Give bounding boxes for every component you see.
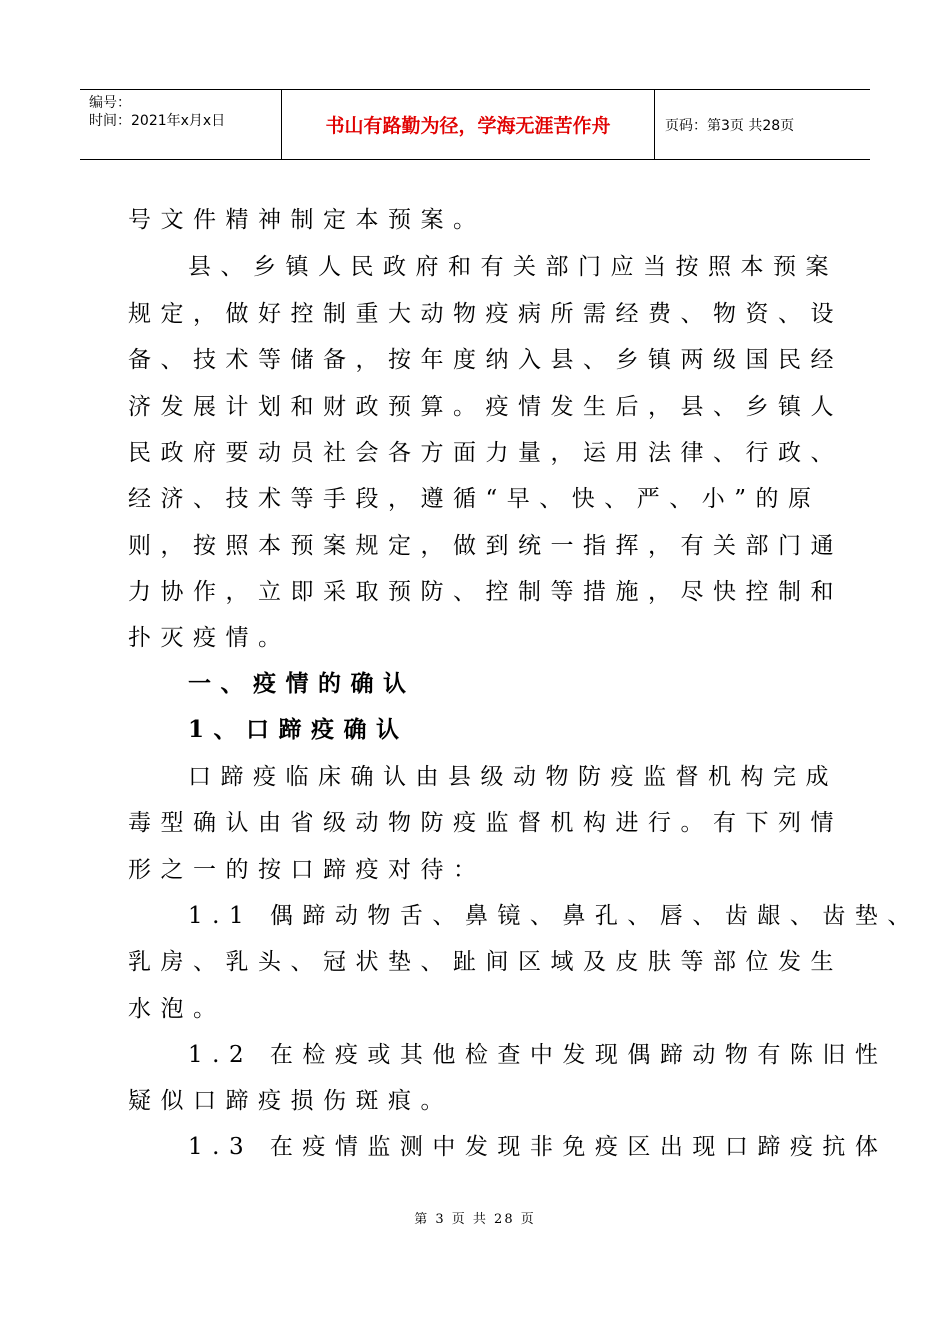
header-meta (80, 90, 282, 159)
body-line: 扑灭疫情。 (128, 625, 291, 651)
list-item: 1.1 偶蹄动物舌、鼻镜、鼻孔、唇、齿龈、齿垫、 (188, 903, 920, 929)
body-line: 济发展计划和财政预算。疫情发生后，县、乡镇人 (128, 394, 843, 420)
body-line: 备、技术等储备，按年度纳入县、乡镇两级国民经 (128, 347, 843, 373)
serial-label: 编号： (89, 95, 131, 111)
body-line: 形之一的按口蹄疫对待： (128, 857, 486, 883)
list-item: 1.3 在疫情监测中发现非免疫区出现口蹄疫抗体 (188, 1134, 888, 1160)
header-motto: 书山有路勤为径，学海无涯苦作舟 (282, 90, 655, 159)
header-page-label: 页码：第3页 共28页 (665, 117, 795, 134)
body-line: 乳房、乳头、冠状垫、趾间区域及皮肤等部位发生 (128, 949, 843, 975)
body-line: 经济、技术等手段，遵循“早、快、严、小”的原 (128, 486, 821, 512)
body-line: 规定，做好控制重大动物疫病所需经费、物资、设 (128, 301, 843, 327)
body-line: 县、乡镇人民政府和有关部门应当按照本预案 (188, 254, 838, 280)
section-heading: 一、疫情的确认 (188, 670, 416, 697)
subsection-heading: 1、口蹄疫确认 (188, 716, 409, 743)
body-line: 毒型确认由省级动物防疫监督机构进行。有下列情 (128, 810, 843, 836)
document-header (80, 89, 870, 160)
page-footer: 第 3 页 共 28 页 (414, 1212, 536, 1227)
body-line: 力协作，立即采取预防、控制等措施，尽快控制和 (128, 579, 843, 605)
body-line: 则，按照本预案规定，做到统一指挥，有关部门通 (128, 533, 843, 559)
body-line: 口蹄疫临床确认由县级动物防疫监督机构完成 (188, 764, 838, 790)
body-line: 水泡。 (128, 996, 226, 1022)
time-label: 时间：2021年x月x日 (89, 113, 226, 129)
body-line: 疑似口蹄疫损伤斑痕。 (128, 1088, 453, 1114)
body-line: 号文件精神制定本预案。 (128, 207, 486, 233)
body-line: 民政府要动员社会各方面力量，运用法律、行政、 (128, 440, 843, 466)
list-item: 1.2 在检疫或其他检查中发现偶蹄动物有陈旧性 (188, 1042, 888, 1068)
